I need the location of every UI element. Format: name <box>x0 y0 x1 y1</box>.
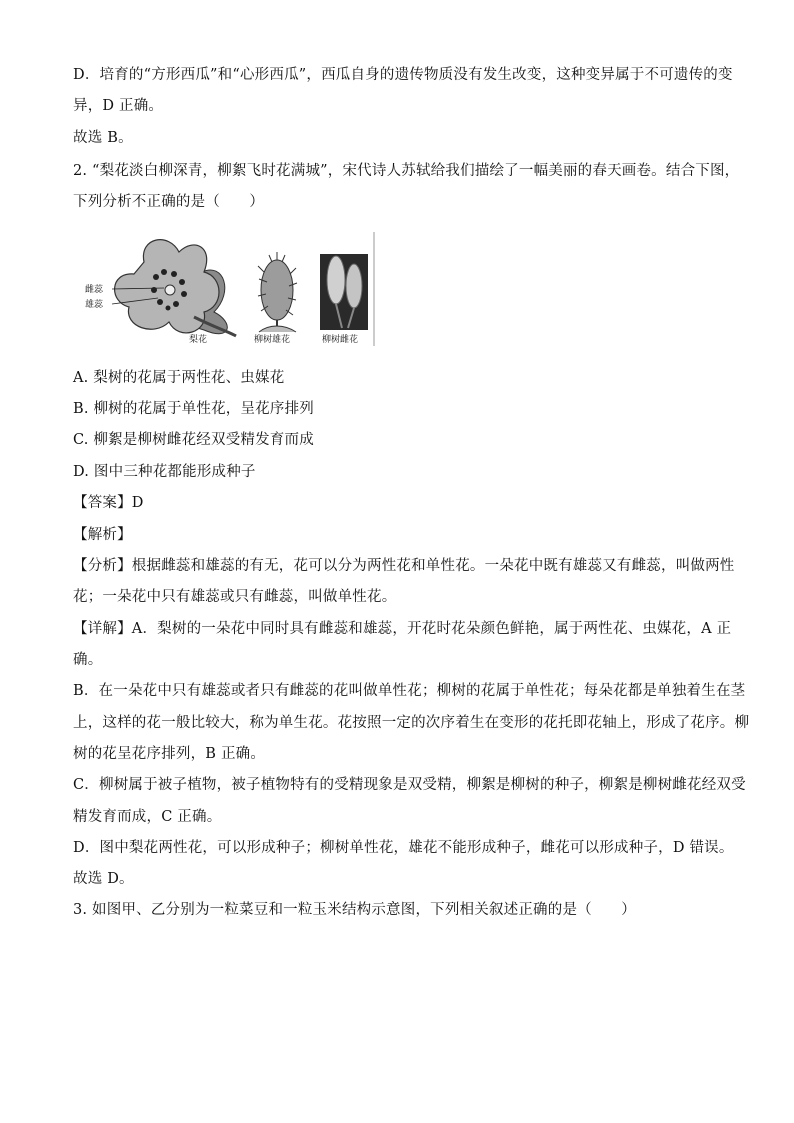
caption-willow-female: 柳树雌花 <box>322 335 359 345</box>
caption-willow-male: 柳树雄花 <box>254 335 291 345</box>
analysis-line-1: 【分析】根据雌蕊和雄蕊的有无，花可以分为两性花和单性花。一朵花中既有雄蕊又有雌蕊，叫做两性 <box>73 558 735 574</box>
detail-line-5: 树的花呈花序排列，B 正确。 <box>73 746 266 762</box>
analysis-line-2: 花；一朵花中只有雄蕊或只有雌蕊，叫做单性花。 <box>73 589 397 605</box>
option-b: B. 柳树的花属于单性花，呈花序排列 <box>73 401 314 417</box>
choose-line: 故选 D。 <box>73 871 134 887</box>
option-a: A. 梨树的花属于两性花、虫媒花 <box>73 370 285 386</box>
question-2-line-1: 2. “梨花淡白柳深青，柳絮飞时花满城”，宋代诗人苏轼给我们描绘了一幅美丽的春天画卷。结合下图， <box>73 163 740 179</box>
detail-line-1: 【详解】A．梨树的一朵花中同时具有雌蕊和雄蕊，开花时花朵颜色鲜艳，属于两性花、虫媒花，A 正 <box>73 621 732 637</box>
detail-line-7: 精发育而成，C 正确。 <box>73 809 222 825</box>
willow-male-flower-image <box>258 252 297 332</box>
option-d: D. 图中三种花都能形成种子 <box>73 464 256 480</box>
question-3-line: 3. 如图甲、乙分别为一粒菜豆和一粒玉米结构示意图，下列相关叙述正确的是（ ） <box>73 902 636 918</box>
flower-figure <box>84 232 376 346</box>
detail-line-8: D．图中梨花两性花，可以形成种子；柳树单性花，雄花不能形成种子，雌花可以形成种子，D 错误。 <box>73 840 734 856</box>
detail-line-2: 确。 <box>73 652 103 668</box>
question-2-line-2: 下列分析不正确的是（ ） <box>73 194 265 210</box>
text-line-1: D．培育的“方形西瓜”和“心形西瓜”，西瓜自身的遗传物质没有发生改变，这种变异属于不可遗传的变 <box>73 67 733 83</box>
label-pistil: 雌蕊 <box>85 285 104 295</box>
label-stamen: 雄蕊 <box>85 300 104 310</box>
option-c: C. 柳絮是柳树雌花经双受精发育而成 <box>73 432 314 448</box>
text-line-2: 异，D 正确。 <box>73 98 164 114</box>
analysis-heading: 【解析】 <box>73 527 132 543</box>
pear-flower-image <box>112 240 236 336</box>
answer-line: 【答案】D <box>73 495 144 511</box>
detail-line-6: C．柳树属于被子植物，被子植物特有的受精现象是双受精，柳絮是柳树的种子，柳絮是柳树雌花经双受 <box>73 777 746 793</box>
detail-line-3: B．在一朵花中只有雄蕊或者只有雌蕊的花叫做单性花；柳树的花属于单性花；每朵花都是单独着生在茎 <box>73 683 746 699</box>
detail-line-4: 上，这样的花一般比较大，称为单生花。花按照一定的次序着生在变形的花托即花轴上，形成了花序。柳 <box>73 715 750 731</box>
willow-female-flower-image <box>320 254 368 330</box>
caption-pear-flower: 梨花 <box>189 335 208 345</box>
text-line-3: 故选 B。 <box>73 130 133 146</box>
